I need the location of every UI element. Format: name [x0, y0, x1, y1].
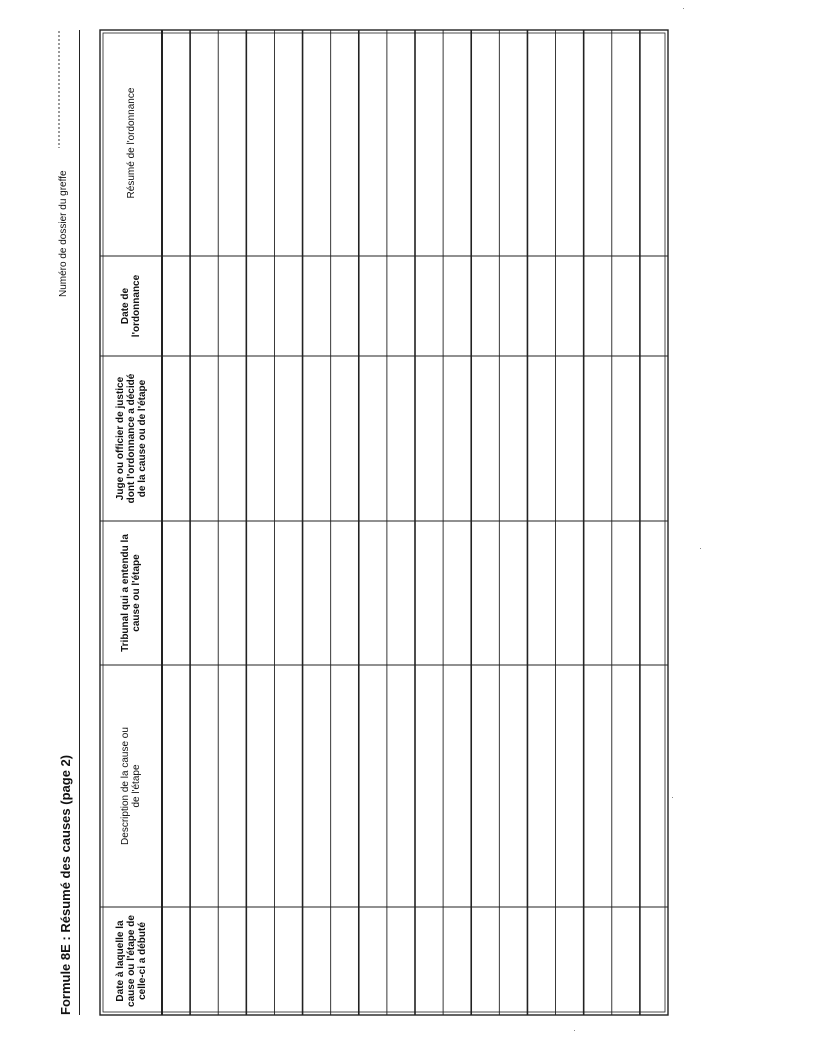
table-cell[interactable]	[190, 665, 218, 907]
table-cell[interactable]	[162, 665, 190, 907]
table-cell[interactable]	[527, 521, 555, 665]
table-cell[interactable]	[471, 256, 499, 356]
table-cell[interactable]	[443, 907, 471, 1015]
table-cell[interactable]	[331, 907, 359, 1015]
table-cell[interactable]	[415, 907, 443, 1015]
table-cell[interactable]	[359, 356, 387, 521]
table-cell[interactable]	[499, 30, 527, 256]
table-cell[interactable]	[162, 356, 190, 521]
table-cell[interactable]	[190, 521, 218, 665]
table-cell[interactable]	[612, 521, 640, 665]
table-cell[interactable]	[640, 665, 668, 907]
table-cell[interactable]	[415, 665, 443, 907]
table-cell[interactable]	[640, 907, 668, 1015]
scan-speck	[574, 1030, 575, 1031]
table-cell[interactable]	[443, 356, 471, 521]
table-cell[interactable]	[359, 30, 387, 256]
table-cell[interactable]	[218, 356, 246, 521]
table-cell[interactable]	[246, 256, 274, 356]
table-cell[interactable]	[612, 665, 640, 907]
table-cell[interactable]	[556, 521, 584, 665]
table-cell[interactable]	[471, 30, 499, 256]
table-cell[interactable]	[190, 256, 218, 356]
table-cell[interactable]	[162, 907, 190, 1015]
table-cell[interactable]	[274, 356, 302, 521]
table-cell[interactable]	[246, 907, 274, 1015]
table-cell[interactable]	[443, 30, 471, 256]
table-cell[interactable]	[387, 30, 415, 256]
table-cell[interactable]	[443, 665, 471, 907]
table-cell[interactable]	[612, 256, 640, 356]
column-header-start-date: Date à laquelle la cause ou l'étape de celle-ci a débuté	[114, 915, 148, 1007]
table-cell[interactable]	[274, 907, 302, 1015]
table-cell[interactable]	[527, 907, 555, 1015]
table-cell[interactable]	[612, 30, 640, 256]
table-cell[interactable]	[499, 665, 527, 907]
table-cell[interactable]	[415, 356, 443, 521]
table-cell[interactable]	[640, 356, 668, 521]
scan-speck	[683, 8, 684, 9]
table-cell[interactable]	[303, 907, 331, 1015]
table-cell[interactable]	[190, 907, 218, 1015]
table-cell[interactable]	[387, 256, 415, 356]
table-cell[interactable]	[471, 907, 499, 1015]
table-cell[interactable]	[246, 356, 274, 521]
form-title: Formule 8E : Résumé des causes (page 2)	[58, 754, 73, 1015]
table-cell[interactable]	[415, 30, 443, 256]
table-cell[interactable]	[274, 521, 302, 665]
table-cell[interactable]	[471, 356, 499, 521]
table-cell[interactable]	[387, 907, 415, 1015]
table-cell[interactable]	[584, 30, 612, 256]
table-cell[interactable]	[527, 356, 555, 521]
table-cell[interactable]	[584, 665, 612, 907]
table-cell[interactable]	[162, 521, 190, 665]
table-cell[interactable]	[499, 521, 527, 665]
column-header-description: Description de la cause ou de l'étape	[120, 727, 142, 845]
table-cell[interactable]	[162, 30, 190, 256]
table-cell[interactable]	[556, 256, 584, 356]
table-cell[interactable]	[218, 907, 246, 1015]
table-cell[interactable]	[556, 665, 584, 907]
table-cell[interactable]	[331, 356, 359, 521]
table-cell[interactable]	[303, 356, 331, 521]
table-cell[interactable]	[584, 256, 612, 356]
table-cell[interactable]	[359, 256, 387, 356]
table-cell[interactable]	[218, 30, 246, 256]
table-cell[interactable]	[162, 256, 190, 356]
table-cell[interactable]	[527, 256, 555, 356]
scan-speck	[672, 797, 673, 798]
table-cell[interactable]	[471, 665, 499, 907]
table-cell[interactable]	[556, 356, 584, 521]
table-cell[interactable]	[190, 30, 218, 256]
table-cell[interactable]	[556, 907, 584, 1015]
table-cell[interactable]	[303, 521, 331, 665]
table-cell[interactable]	[640, 521, 668, 665]
table-cell[interactable]	[331, 665, 359, 907]
table-cell[interactable]	[218, 521, 246, 665]
table-cell[interactable]	[359, 665, 387, 907]
scan-speck	[700, 548, 701, 549]
table-cell[interactable]	[612, 907, 640, 1015]
table-cell[interactable]	[527, 665, 555, 907]
column-header-court: Tribunal qui a entendu la cause ou l'étape	[120, 534, 142, 652]
table-cell[interactable]	[640, 256, 668, 356]
column-header-judge: Juge ou officier de justice dont l'ordonnance a décidé de la cause ou de l'étape	[114, 373, 148, 504]
table-cell[interactable]	[499, 256, 527, 356]
table-cell[interactable]	[387, 356, 415, 521]
column-header-order-summary: Résumé de l'ordonnance	[125, 87, 137, 199]
table-cell[interactable]	[527, 30, 555, 256]
table-cell[interactable]	[331, 521, 359, 665]
table-cell[interactable]	[303, 256, 331, 356]
table-cell[interactable]	[218, 665, 246, 907]
table-cell[interactable]	[359, 907, 387, 1015]
table-cell[interactable]	[359, 521, 387, 665]
table-cell[interactable]	[584, 521, 612, 665]
table-cell[interactable]	[331, 256, 359, 356]
table-cell[interactable]	[640, 30, 668, 256]
table-cell[interactable]	[387, 521, 415, 665]
table-cell[interactable]	[499, 356, 527, 521]
table-cell[interactable]	[274, 665, 302, 907]
table-cell[interactable]	[556, 30, 584, 256]
table-cell[interactable]	[443, 256, 471, 356]
table-cell[interactable]	[303, 30, 331, 256]
table-cell[interactable]	[246, 521, 274, 665]
file-number-label: Numéro de dossier du greffe	[58, 170, 69, 297]
table-cell[interactable]	[584, 356, 612, 521]
table-cell[interactable]	[612, 356, 640, 521]
table-cell[interactable]	[246, 30, 274, 256]
table-cell[interactable]	[471, 521, 499, 665]
table-cell[interactable]	[584, 907, 612, 1015]
table-cell[interactable]	[303, 665, 331, 907]
table-cell[interactable]	[499, 907, 527, 1015]
table-cell[interactable]	[246, 665, 274, 907]
table-cell[interactable]	[274, 30, 302, 256]
table-cell[interactable]	[218, 256, 246, 356]
table-cell[interactable]	[190, 356, 218, 521]
column-header-order-date: Date de l'ordonnance	[120, 274, 142, 338]
table-cell[interactable]	[415, 256, 443, 356]
table-cell[interactable]	[331, 30, 359, 256]
table-cell[interactable]	[387, 665, 415, 907]
table-cell[interactable]	[274, 256, 302, 356]
table-cell[interactable]	[443, 521, 471, 665]
table-cell[interactable]	[415, 521, 443, 665]
